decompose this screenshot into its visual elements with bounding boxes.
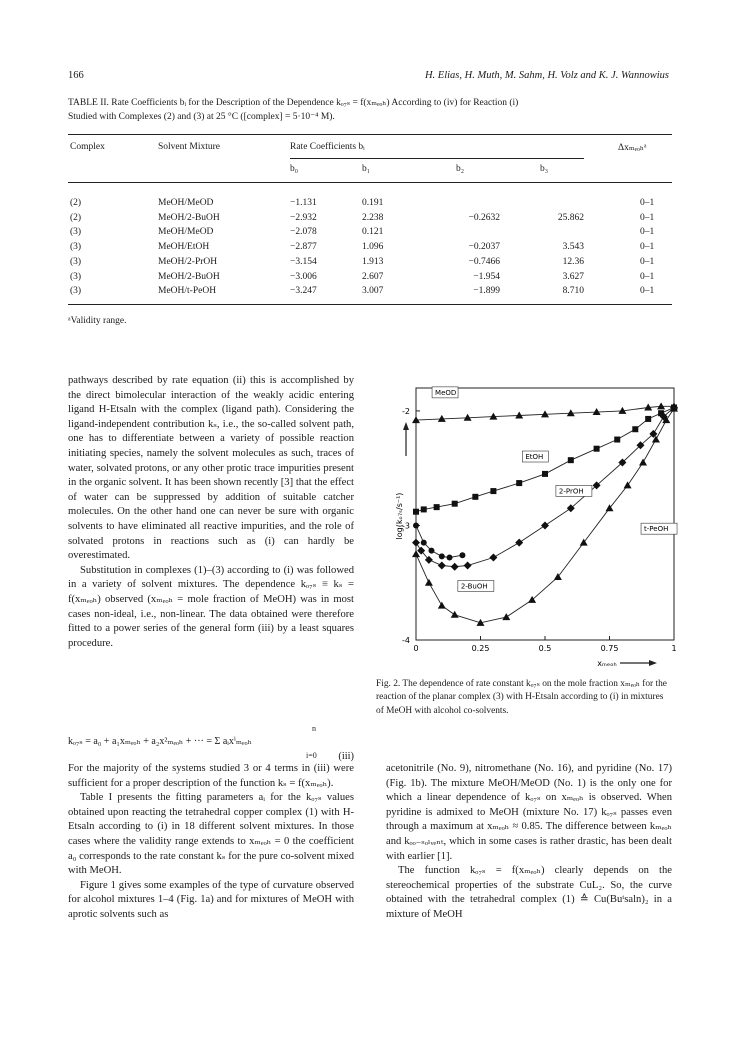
col-header-solvent: Solvent Mixture xyxy=(158,142,221,152)
table-cell-range: 0–1 xyxy=(640,256,655,267)
data-point xyxy=(645,416,651,422)
data-point xyxy=(515,539,523,547)
x-tick-label: 0.75 xyxy=(600,644,619,653)
right-column xyxy=(386,762,672,923)
table-cell-b1: 1.096 xyxy=(362,242,384,253)
y-axis-label: log(kₒ₇ₛ/s⁻¹) xyxy=(395,492,404,540)
data-point xyxy=(657,402,665,409)
x-tick-label: 0.5 xyxy=(538,644,552,653)
table-cell-b0: −3.154 xyxy=(290,256,317,267)
table-cell-b3: 8.710 xyxy=(562,286,584,297)
figure-2-chart xyxy=(376,376,676,668)
table-cell-complex: (3) xyxy=(70,256,82,267)
table-cell-solvent: MeOH/2-BuOH xyxy=(158,271,220,282)
paragraph: Table I presents the fitting parameters aᵢ for the kₒ₇ₛ values obtained upon reacting the tetrahedral copper complex (1) with H-Etsaln according to (i) in 18 different solvent mixtures. In those cases where the validity range extends to xₘₑₒₕ = 0 the coefficient a₀ corresponds to the rate constant kₛ for the pure co-solvent mixed with MeOH. xyxy=(68,792,354,877)
data-point xyxy=(490,488,496,494)
table-cell-b3: 25.862 xyxy=(557,212,584,223)
table-cell-b0: −2.078 xyxy=(290,227,317,238)
left-column-lower xyxy=(68,762,354,923)
rate-subheader-rule xyxy=(290,158,584,159)
data-point xyxy=(568,457,574,463)
data-point xyxy=(438,562,446,570)
table-cell-b0: −1.131 xyxy=(290,198,317,208)
table-footnote: ᵃValidity range. xyxy=(68,316,127,326)
x-tick-label: 0 xyxy=(413,644,419,653)
data-point xyxy=(580,539,588,546)
table-cell-complex: (2) xyxy=(70,198,82,208)
data-point xyxy=(516,480,522,486)
plot-frame xyxy=(416,388,674,640)
table-cell-b1: 3.007 xyxy=(362,286,384,297)
series-line-t-peoh xyxy=(416,409,674,623)
table-cell-b2: −0.7466 xyxy=(468,256,500,267)
equation-number: (iii) xyxy=(338,751,354,762)
table-cell-complex: (3) xyxy=(70,242,82,253)
page-number: 166 xyxy=(68,70,84,81)
table-cell-b3: 3.543 xyxy=(562,242,584,253)
data-point xyxy=(439,553,445,559)
equation-sum-lower: i=0 xyxy=(306,751,317,760)
table-cell-range: 0–1 xyxy=(640,271,655,282)
table-cell-complex: (3) xyxy=(70,286,82,297)
table-cell-solvent: MeOH/2-PrOH xyxy=(158,256,218,267)
table-cell-b2: −0.2037 xyxy=(468,242,500,253)
y-tick-label: -2 xyxy=(402,406,410,416)
table-cell-solvent: MeOH/EtOH xyxy=(158,242,210,253)
table-cell-b1: 2.607 xyxy=(362,271,384,282)
table-cell-solvent: MeOH/MeOD xyxy=(158,198,214,208)
equation-iii xyxy=(68,724,354,762)
col-header-complex: Complex xyxy=(70,142,105,152)
table-cell-complex: (3) xyxy=(70,227,82,238)
table-cell-b2: −1.899 xyxy=(473,286,500,297)
table-cell-b3: 3.627 xyxy=(562,271,584,282)
data-point xyxy=(632,426,638,432)
paragraph: acetonitrile (No. 9), nitromethane (No. 16), and pyridine (No. 17) (Fig. 1b). The mixture MeOH/MeOD (No. 1) is the only one for which a linear dependence of kₒ₇ₛ on xₘₑₒₕ is observed. When pyridine is admixed to MeOH (mixture No. 17) kₒ₇ₛ passes even through a maximum at xₘₑₒₕ ≈ 0.85. The difference between kₘₑₒₕ and kₒₒ₋ₛₒₗᵥₑₙₜ, which in some cases is rather drastic, has been dealt with earlier [1]. xyxy=(386,763,672,862)
paragraph: pathways described by rate equation (ii) this is accomplished by the direct bimolecular interaction of the weakly acidic entering ligand H-Etsaln with the complex (ligand path). Considering the ligand-independent contribution kₛ, i.e., the so-called solvent path, one has to differentiate between a variety of possible reaction initiating species, namely the solvent molecules as such, traces of water, solvated protons, or any other protic trace impurities present in the organic solvent. It has been shown recently [3] that the effect of water can be suppressed by addition of suitable catcher molecules. On the other hand one can never be sure with organic solvents to have eliminated all reactive impurities, and the role of solvated protons in reactions such as (i) can hardly be overestimated. xyxy=(68,375,354,562)
y-tick-label: -3 xyxy=(402,521,410,531)
table-cell-solvent: MeOH/t-PeOH xyxy=(158,286,217,297)
data-point xyxy=(472,494,478,500)
data-point xyxy=(542,471,548,477)
table-cell-b1: 0.191 xyxy=(362,198,384,208)
table-cell-b3: 12.36 xyxy=(562,256,584,267)
table-cell-b1: 1.913 xyxy=(362,256,384,267)
y-tick-label: -4 xyxy=(402,636,410,645)
data-point xyxy=(554,573,562,580)
data-point xyxy=(447,555,453,561)
table-cell-range: 0–1 xyxy=(640,242,655,253)
data-point xyxy=(421,506,427,512)
table-cell-complex: (2) xyxy=(70,212,82,223)
table-cell-b2: −0.2632 xyxy=(468,212,500,223)
data-point xyxy=(425,579,433,586)
table-header-rule xyxy=(68,182,672,183)
data-point xyxy=(421,540,427,546)
table-cell-solvent: MeOH/2-BuOH xyxy=(158,212,220,223)
left-column-upper xyxy=(68,374,354,651)
sub-header-b0: b₀ xyxy=(290,164,299,174)
data-point xyxy=(594,446,600,452)
table-bottom-rule xyxy=(68,304,672,305)
x-axis-arrowhead xyxy=(649,660,657,666)
data-point xyxy=(639,458,647,465)
data-point xyxy=(428,548,434,554)
table-caption-line2: Studied with Complexes (2) and (3) at 25 °C ([complex] = 5·10⁻⁴ M). xyxy=(68,112,335,122)
data-point xyxy=(452,501,458,507)
x-tick-label: 0.25 xyxy=(471,644,490,653)
table-cell-b1: 2.238 xyxy=(362,212,384,223)
data-point xyxy=(614,437,620,443)
data-point xyxy=(624,481,632,488)
table-cell-range: 0–1 xyxy=(640,198,655,208)
paragraph: Figure 1 gives some examples of the type of curvature observed for alcohol mixtures 1–4 (Fig. 1a) and for mixtures of MeOH with aprotic solvents such as xyxy=(68,879,354,920)
table-top-rule xyxy=(68,134,672,135)
data-point xyxy=(464,562,472,570)
running-header-authors: H. Elias, H. Muth, M. Sahm, H. Volz and K. J. Wannowius xyxy=(424,70,669,81)
series-label: MeOD xyxy=(435,388,457,397)
table-caption-line1: TABLE II. Rate Coefficients bᵢ for the Description of the Dependence kₒ₇ₛ = f(xₘₑₒₕ) According to (iv) for Reaction (i) xyxy=(68,98,519,108)
col-header-range: Δxₘₑₒₕᵃ xyxy=(618,143,647,153)
table-cell-solvent: MeOH/MeOD xyxy=(158,227,214,238)
data-point xyxy=(489,554,497,562)
series-label: EtOH xyxy=(525,453,544,462)
paragraph: For the majority of the systems studied 3 or 4 terms in (iii) were sufficient for a proper description of the function kₛ = f(xₘₑₒₕ). xyxy=(68,763,354,789)
data-point xyxy=(451,563,459,571)
paragraph: Substitution in complexes (1)–(3) according to (i) was followed in a variety of solvent mixtures. The dependence kₒ₇ₛ ≡ kₛ = f(xₘₑₒₕ) observed (xₘₑₒₕ = mole fraction of MeOH) was in most cases non-ideal, i.e., non-linear. The data obtained were therefore fitted to a power series of the general form (iii) by a least squares procedure. xyxy=(68,564,354,649)
data-point xyxy=(451,611,459,618)
series-label: 2-BuOH xyxy=(460,582,488,591)
data-point xyxy=(438,602,446,609)
table-cell-b2: −1.954 xyxy=(473,271,500,282)
table-cell-b1: 0.121 xyxy=(362,227,384,238)
table-cell-complex: (3) xyxy=(70,271,82,282)
equation-expression: kₒ₇ₛ = a₀ + a₁xₘₑₒₕ + a₂x²ₘₑₒₕ + ··· = Σ aᵢxⁱₘₑₒₕ xyxy=(68,736,252,747)
table-cell-range: 0–1 xyxy=(640,286,655,297)
table-cell-range: 0–1 xyxy=(640,212,655,223)
paragraph: The function kₒ₇ₛ = f(xₘₑₒₕ) clearly depends on the stereochemical properties of the substrate CuL₂. So, the curve obtained with the tetrahedral complex (1) ≙ Cu(Buᵗsaln)₂ in a mixture of MeOH xyxy=(386,865,672,920)
sub-header-b3: b₃ xyxy=(540,164,549,174)
series-label: 2-PrOH xyxy=(558,487,584,496)
data-point xyxy=(413,522,419,528)
table-cell-range: 0–1 xyxy=(640,227,655,238)
series-label: t-PeOH xyxy=(644,525,669,534)
figure-caption: Fig. 2. The dependence of rate constant kₒ₇ₛ on the mole fraction xₘₑₒₕ for the reaction of the planar complex (3) with H-Etsaln according to (i) in mixtures of MeOH with alcohol co-solvents. xyxy=(376,679,667,716)
equation-sum-upper: n xyxy=(312,724,316,733)
sub-header-b2: b₂ xyxy=(456,164,465,174)
table-cell-b0: −3.006 xyxy=(290,271,317,282)
data-point xyxy=(502,613,510,620)
data-point xyxy=(541,521,549,529)
table-cell-b0: −2.877 xyxy=(290,242,317,253)
data-point xyxy=(459,552,465,558)
x-axis-label: xₘₑₒₕ xyxy=(597,659,617,668)
data-point xyxy=(412,539,420,547)
y-axis-arrowhead xyxy=(403,422,409,430)
col-header-rate: Rate Coefficients bᵢ xyxy=(290,142,365,152)
sub-header-b1: b₁ xyxy=(362,164,371,174)
table-caption xyxy=(68,96,672,124)
table-cell-b0: −2.932 xyxy=(290,212,317,223)
x-tick-label: 1 xyxy=(671,644,677,653)
data-point xyxy=(434,504,440,510)
data-point xyxy=(413,509,419,515)
table-cell-b0: −3.247 xyxy=(290,286,317,297)
